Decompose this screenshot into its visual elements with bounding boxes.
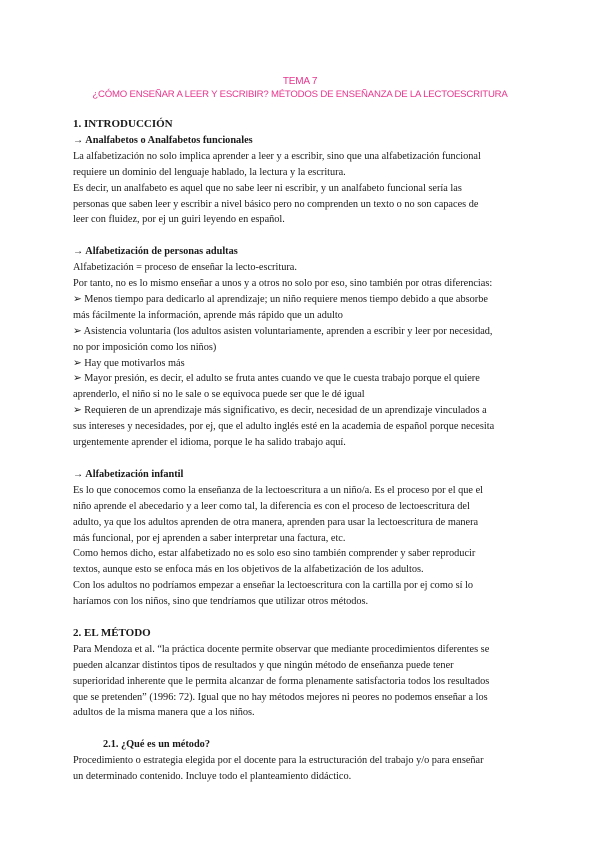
text-line: niño aprende el abecedario y a leer como tal, la diferencia es con el proceso de lectoescritura del bbox=[73, 500, 470, 512]
subsection-heading-analfabetos: → Analfabetos o Analfabetos funcionales bbox=[73, 134, 253, 146]
text-line: urgentemente aprender el idioma, porque le ha salido trabajo aquí. bbox=[73, 437, 346, 449]
text-line: Por tanto, no es lo mismo enseñar a unos y a otros no solo por eso, sino también por otras diferencias: bbox=[73, 278, 493, 290]
paragraph-que-es-metodo bbox=[73, 753, 533, 785]
bullet-line: ➢ Menos tiempo para dedicarlo al aprendizaje; un niño requiere menos tiempo debido a que absorbe bbox=[73, 293, 488, 305]
text-line: Alfabetización = proceso de enseñar la lecto-escritura. bbox=[73, 262, 297, 274]
text-line: un determinado contenido. Incluye todo el planteamiento didáctico. bbox=[73, 771, 352, 783]
text-line: más funcional, por ej aprenden a saber interpretar una factura, etc. bbox=[73, 532, 346, 544]
paragraph-analfabetos bbox=[73, 149, 533, 229]
text-line: sus intereses y necesidades, por ej, que el adulto inglés esté en la academia de español porque necesita bbox=[73, 421, 495, 433]
text-line: leer con fluidez, por ej un guiri leyendo en español. bbox=[73, 214, 285, 226]
subsection-heading-adultos: → Alfabetización de personas adultas bbox=[73, 246, 238, 258]
text-line: adultos de la misma manera que a los niños. bbox=[73, 707, 255, 719]
text-line: textos, aunque esto se enfoca más en los objetivos de la alfabetización de los adultos. bbox=[73, 564, 424, 576]
topic-label: TEMA 7 bbox=[282, 76, 318, 87]
text-line: no por imposición como los niños) bbox=[73, 341, 217, 353]
text-line: Es decir, un analfabeto es aquel que no sabe leer ni escribir, y un analfabeto funcional sería las bbox=[73, 182, 462, 194]
text-line: personas que saben leer y escribir a nivel básico pero no comprenden un texto o no son capaces de bbox=[73, 198, 479, 210]
text-line: adulto, ya que los adultos aprenden de otra manera, aprenden para usar la lectoescritura de manera bbox=[73, 516, 479, 528]
subsection-heading-que-es-metodo: 2.1. ¿Qué es un método? bbox=[103, 739, 210, 751]
section-heading-metodo: 2. EL MÉTODO bbox=[73, 626, 151, 639]
document-title: ¿CÓMO ENSEÑAR A LEER Y ESCRIBIR? MÉTODOS DE ENSEÑANZA DE LA LECTOESCRITURA bbox=[92, 89, 508, 100]
document-body bbox=[73, 117, 533, 785]
section-heading-introduccion: 1. INTRODUCCIÓN bbox=[73, 118, 173, 130]
text-line: Como hemos dicho, estar alfabetizado no es solo eso sino también comprender y saber reproducir bbox=[73, 548, 476, 560]
text-line: Procedimiento o estrategia elegida por el docente para la estructuración del trabajo y/o para enseñar bbox=[73, 755, 484, 767]
bullet-line: ➢ Asistencia voluntaria (los adultos asisten voluntariamente, aprenden a escribir y leer por necesidad, bbox=[73, 325, 493, 337]
text-line: haríamos con los niños, sino que tendríamos que utilizar otros métodos. bbox=[73, 596, 369, 608]
text-line: pueden alcanzar distintos tipos de resultados y que ningún método de enseñanza puede tener bbox=[73, 659, 454, 671]
bullet-line: ➢ Requieren de un aprendizaje más significativo, es decir, necesidad de un aprendizaje vinculados a bbox=[73, 405, 487, 417]
text-line: Con los adultos no podríamos empezar a enseñar la lectoescritura con la cartilla por ej como sí lo bbox=[73, 580, 474, 592]
bullet-line: ➢ Hay que motivarlos más bbox=[73, 357, 185, 369]
text-line: aprenderlo, el niño si no le sale o se equivoca puede ser que le dé igual bbox=[73, 389, 365, 401]
text-line: Para Mendoza et al. “la práctica docente permite observar que mediante procedimientos diferentes se bbox=[73, 643, 490, 655]
paragraph-metodo bbox=[73, 642, 533, 722]
text-line: más fácilmente la información, aprende más rápido que un adulto bbox=[73, 309, 343, 321]
text-line: La alfabetización no solo implica aprender a leer y a escribir, sino que una alfabetización funcional bbox=[73, 150, 481, 162]
subsection-heading-infantil: → Alfabetización infantil bbox=[73, 468, 184, 480]
text-line: superioridad inherente que le permita alcanzar de forma plenamente satisfactoria todos los resultados bbox=[73, 675, 490, 687]
bullet-line: ➢ Mayor presión, es decir, el adulto se fruta antes cuando ve que le cuesta trabajo porque el quiere bbox=[73, 373, 480, 385]
text-line: que se pretenden” (1996: 72). Igual que no hay métodos mejores ni peores no podemos enseñar a los bbox=[73, 691, 488, 703]
text-line: Es lo que conocemos como la enseñanza de la lectoescritura a un niño/a. Es el proceso por el que el bbox=[73, 484, 484, 496]
text-line: requiere un dominio del lenguaje hablado, la lectura y la escritura. bbox=[73, 166, 346, 178]
paragraph-adultos bbox=[73, 260, 533, 451]
paragraph-infantil bbox=[73, 483, 533, 610]
